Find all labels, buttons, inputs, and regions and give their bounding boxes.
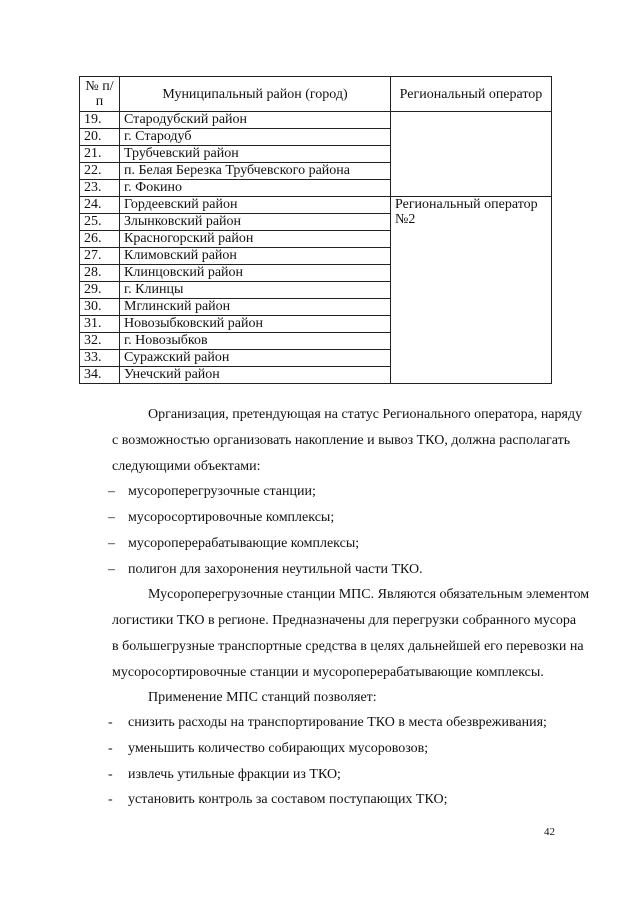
row-num: 24. <box>80 197 120 214</box>
list2-item: установить контроль за составом поступающих ТКО; <box>128 792 448 807</box>
para2-line3: в большегрузные транспортные средства в целях дальнейшей его перевозки на <box>112 639 584 654</box>
row-num: 30. <box>80 299 120 316</box>
row-num: 29. <box>80 282 120 299</box>
list1-dash: – <box>108 562 115 577</box>
row-name: Красногорский район <box>120 231 391 248</box>
list1-item: мусоросортировочные комплексы; <box>128 510 335 525</box>
row-name: Унечский район <box>120 367 391 384</box>
header-operator: Региональный оператор <box>391 77 552 112</box>
row-name: г. Клинцы <box>120 282 391 299</box>
operator-cell: Региональный оператор №2 <box>391 197 552 384</box>
list1-item: мусороперерабатывающие комплексы; <box>128 536 360 551</box>
list1-dash: – <box>108 536 115 551</box>
header-municipality: Муниципальный район (город) <box>120 77 391 112</box>
para2-line2: логистики ТКО в регионе. Предназначены для перегрузки собранного мусора <box>112 613 577 628</box>
operator-cell-empty <box>391 112 552 197</box>
header-num: № п/п <box>80 77 120 112</box>
row-name: Клинцовский район <box>120 265 391 282</box>
row-name: г. Стародуб <box>120 129 391 146</box>
row-num: 27. <box>80 248 120 265</box>
row-name: Стародубский район <box>120 112 391 129</box>
table-header-row <box>80 77 552 112</box>
para1-line2: с возможностью организовать накопление и вывоз ТКО, должна располагать <box>112 433 571 448</box>
list1-item: полигон для захоронения неутильной части ТКО. <box>128 562 423 577</box>
row-name: г. Новозыбков <box>120 333 391 350</box>
table-row <box>80 112 552 129</box>
row-num: 31. <box>80 316 120 333</box>
row-name: Гордеевский район <box>120 197 391 214</box>
list2-dash: - <box>108 715 113 730</box>
list1-dash: – <box>108 484 115 499</box>
row-name: Климовский район <box>120 248 391 265</box>
list2-dash: - <box>108 767 113 782</box>
para2-line4: мусоросортировочные станции и мусороперерабатывающие комплексы. <box>112 665 544 680</box>
row-num: 26. <box>80 231 120 248</box>
row-name: г. Фокино <box>120 180 391 197</box>
list2-item: уменьшить количество собирающих мусоровозов; <box>128 741 429 756</box>
row-num: 20. <box>80 129 120 146</box>
row-num: 22. <box>80 163 120 180</box>
row-num: 28. <box>80 265 120 282</box>
row-num: 33. <box>80 350 120 367</box>
row-num: 19. <box>80 112 120 129</box>
para2-line1: Мусороперегрузочные станции МПС. Являются обязательным элементом <box>148 587 590 602</box>
row-num: 32. <box>80 333 120 350</box>
row-num: 21. <box>80 146 120 163</box>
operator-table <box>79 76 552 384</box>
row-name: Суражский район <box>120 350 391 367</box>
row-num: 23. <box>80 180 120 197</box>
list1-dash: – <box>108 510 115 525</box>
row-name: Трубчевский район <box>120 146 391 163</box>
row-name: Новозыбковский район <box>120 316 391 333</box>
list2-dash: - <box>108 792 113 807</box>
row-name: Злынковский район <box>120 214 391 231</box>
page-number: 42 <box>544 826 555 838</box>
row-name: п. Белая Березка Трубчевского района <box>120 163 391 180</box>
list2-item: снизить расходы на транспортирование ТКО в места обезвреживания; <box>128 715 547 730</box>
list2-item: извлечь утильные фракции из ТКО; <box>128 767 341 782</box>
list2-dash: - <box>108 741 113 756</box>
para1-line3: следующими объектами: <box>112 459 261 474</box>
para3-line1: Применение МПС станций позволяет: <box>148 690 377 705</box>
row-name: Мглинский район <box>120 299 391 316</box>
row-num: 25. <box>80 214 120 231</box>
list1-item: мусороперегрузочные станции; <box>128 484 316 499</box>
para1-line1: Организация, претендующая на статус Регионального оператора, наряду <box>148 407 583 422</box>
table-row <box>80 197 552 214</box>
row-num: 34. <box>80 367 120 384</box>
